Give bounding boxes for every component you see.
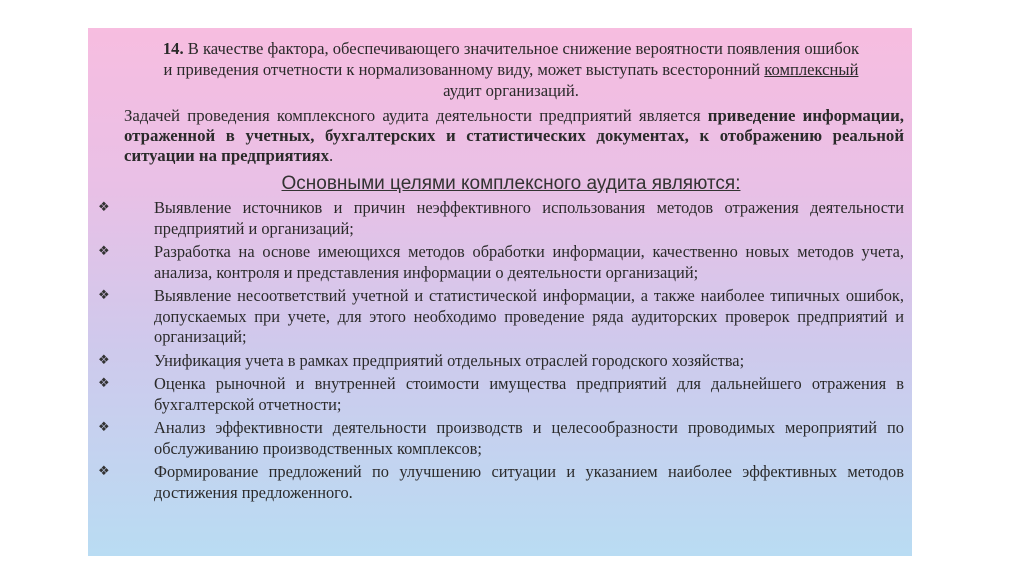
- slide-heading: [118, 38, 904, 101]
- list-item: [98, 286, 904, 348]
- list-item: [98, 374, 904, 415]
- heading-text-after: аудит организаций.: [443, 81, 579, 100]
- list-item: [98, 462, 904, 503]
- diamond-bullet-icon: ❖: [98, 464, 110, 479]
- task-paragraph: [118, 106, 904, 166]
- heading-number: 14.: [162, 39, 184, 58]
- diamond-bullet-icon: ❖: [98, 420, 110, 435]
- list-item: [98, 350, 904, 372]
- heading-underlined-word: комплексный: [764, 60, 859, 79]
- goals-list: [98, 198, 904, 503]
- list-item: [98, 418, 904, 459]
- slide-panel: [88, 28, 912, 556]
- goals-title: Основными целями комплексного аудита являются:: [281, 173, 741, 194]
- list-item-text: Разработка на основе имеющихся методов обработки информации, качественно новых методов учета, анализа, контроля и представления информации о деятельности организаций;: [154, 242, 904, 282]
- list-item-text: Оценка рыночной и внутренней стоимости имущества предприятий для дальнейшего отражения в бухгалтерской отчетности;: [154, 374, 904, 414]
- diamond-bullet-icon: ❖: [98, 288, 110, 303]
- task-text-bold: приведение информации, отраженной в учетных, бухгалтерских и статистических документах, к отображению реальной ситуации на предприятиях: [124, 106, 904, 165]
- task-text-end: .: [329, 146, 334, 165]
- diamond-bullet-icon: ❖: [98, 352, 110, 368]
- list-item-text: Выявление несоответствий учетной и статистической информации, а также наиболее типичных ошибок, допускаемых при учете, для этого необходимо проведение ряда аудиторских проверок предприятий и организаций;: [154, 286, 904, 346]
- list-item-text: Унификация учета в рамках предприятий отдельных отраслей городского хозяйства;: [154, 350, 745, 370]
- list-item-text: Формирование предложений по улучшению ситуации и указанием наиболее эффективных методов достижения предложенного.: [154, 462, 904, 502]
- task-text-normal: Задачей проведения комплексного аудита деятельности предприятий является: [124, 106, 708, 125]
- diamond-bullet-icon: ❖: [98, 244, 110, 259]
- list-item-text: Анализ эффективности деятельности производств и целесообразности проводимых мероприятий по обслуживанию производственных комплексов;: [154, 418, 904, 458]
- diamond-bullet-icon: ❖: [98, 376, 110, 391]
- list-item: [98, 242, 904, 283]
- diamond-bullet-icon: ❖: [98, 200, 110, 215]
- list-item-text: Выявление источников и причин неэффективного использования методов отражения деятельности предприятий и организаций;: [154, 198, 904, 238]
- list-item: [98, 198, 904, 239]
- heading-text-before: В качестве фактора, обеспечивающего значительное снижение вероятности появления ошибок и приведения отчетности к нормализованному виду, может выступать всесторонний: [163, 39, 860, 79]
